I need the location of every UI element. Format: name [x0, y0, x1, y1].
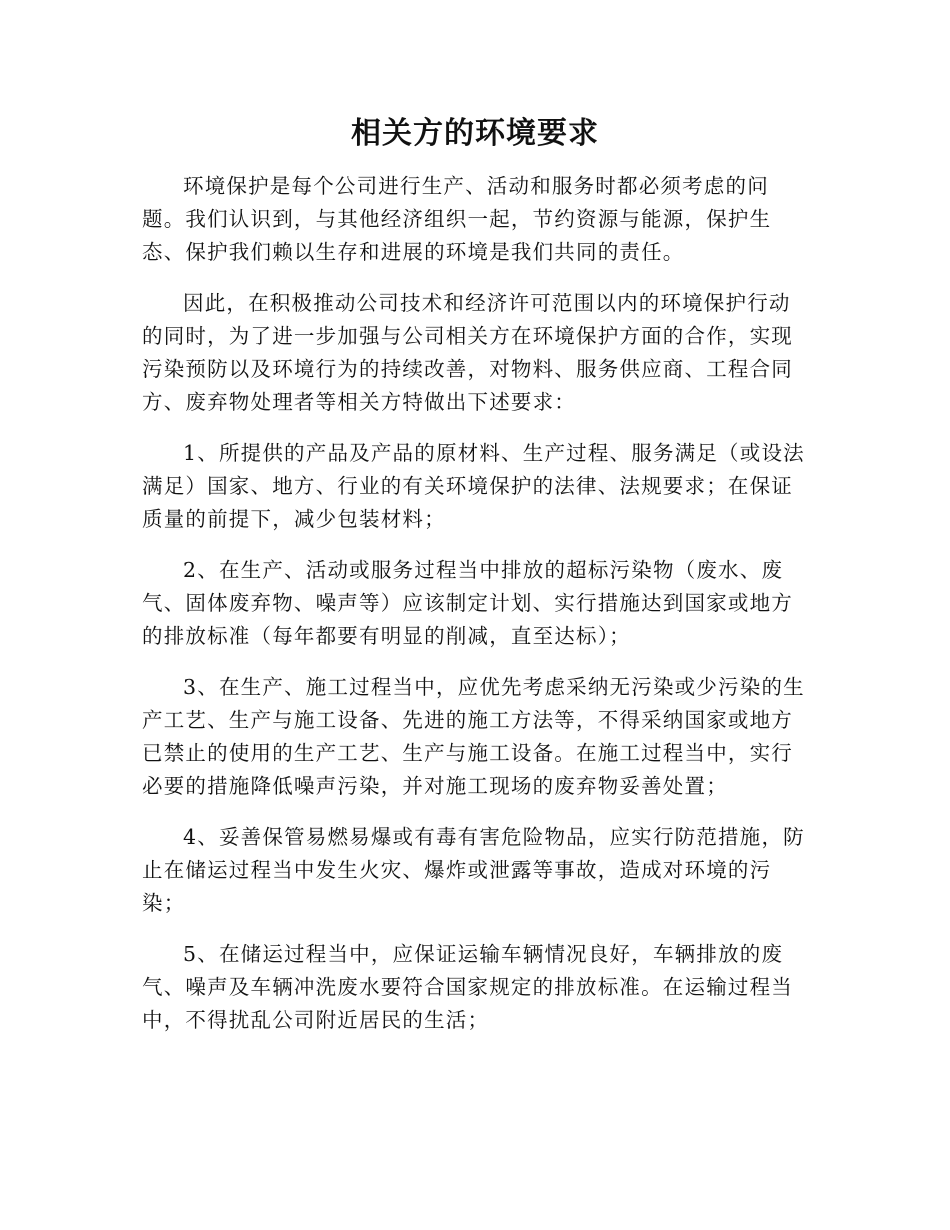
- requirement-item-5: 5、在储运过程当中，应保证运输车辆情况良好，车辆排放的废气、噪声及车辆冲洗废水要符合国家规定的排放标准。在运输过程当中，不得扰乱公司附近居民的生活；: [142, 942, 793, 1032]
- requirement-item-3: 3、在生产、施工过程当中，应优先考虑采纳无污染或少污染的生产工艺、生产与施工设备、先进的施工方法等，不得采纳国家或地方已禁止的使用的生产工艺、生产与施工设备。在施工过程当中，实行必要的措施降低噪声污染，并对施工现场的废弃物妥善处置；: [142, 675, 805, 798]
- paragraph-intro: 环境保护是每个公司进行生产、活动和服务时都必须考虑的问题。我们认识到，与其他经济组织一起，节约资源与能源，保护生态、保护我们赖以生存和进展的环境是我们共同的责任。: [142, 174, 772, 264]
- document-title: 相关方的环境要求: [351, 116, 599, 151]
- requirement-item-1: 1、所提供的产品及产品的原材料、生产过程、服务满足（或设法满足）国家、地方、行业的有关环境保护的法律、法规要求；在保证质量的前提下，减少包装材料；: [142, 441, 805, 531]
- requirement-item-2: 2、在生产、活动或服务过程当中排放的超标污染物（废水、废气、固体废弃物、噪声等）应该制定计划、实行措施达到国家或地方的排放标准（每年都要有明显的削减，直至达标）；: [142, 558, 793, 648]
- paragraph-purpose: 因此，在积极推动公司技术和经济许可范围以内的环境保护行动的同时，为了进一步加强与公司相关方在环境保护方面的合作，实现污染预防以及环境行为的持续改善，对物料、服务供应商、工程合同方、废弃物处理者等相关方特做出下述要求：: [142, 291, 793, 414]
- requirement-item-4: 4、妥善保管易燃易爆或有毒有害危险物品，应实行防范措施，防止在储运过程当中发生火灾、爆炸或泄露等事故，造成对环境的污染；: [142, 825, 805, 915]
